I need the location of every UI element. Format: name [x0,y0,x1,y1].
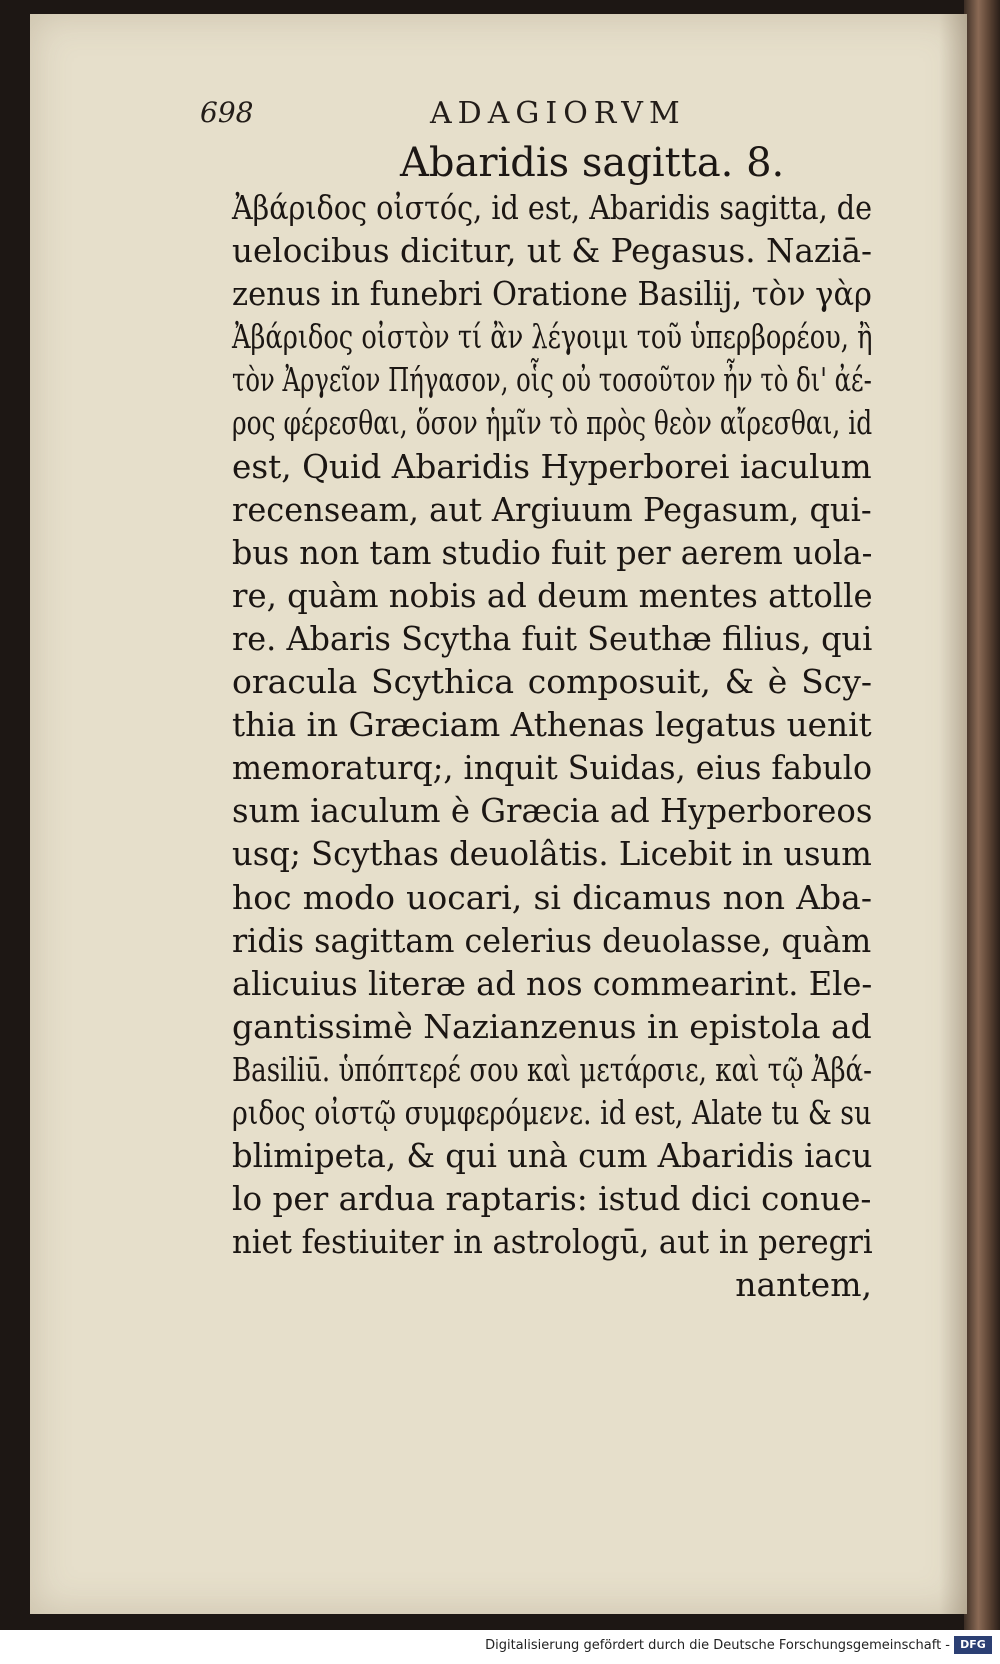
text-line: recenseam, aut Argiuum Pegasum, qui- [232,489,872,529]
text-line: ridis sagittam celerius deuolasse, quàm [232,920,872,960]
text-line: memoraturq;, inquit Suidas, eius fabulo [232,748,873,788]
page-edge-shadow [939,14,967,1614]
book-spine [964,0,1000,1630]
page-number: 698 [200,96,254,129]
text-line: Ἀβάριδος οἰστὸν τί ἂν λέγοιμι τοῦ ὑπερβορέου, ἢ [232,317,873,357]
text-line: alicuius literæ ad nos commearint. Ele- [232,963,873,1003]
text-line: uelocibus dicitur, ut & Pegasus. Naziā- [232,231,872,271]
text-line: blimipeta, & qui unà cum Abaridis iacu [232,1136,873,1176]
text-line: gantissimè Nazianzenus in epistola ad [232,1006,872,1046]
text-line: est, Quid Abaridis Hyperborei iaculum [232,446,872,486]
text-line: niet festiuiter in astrologū, aut in peregri [232,1222,873,1262]
text-line: thia in Græciam Athenas legatus uenit [232,705,872,745]
footer-bar [0,1630,1000,1664]
text-line: re. Abaris Scytha fuit Seuthæ filius, qui [232,618,873,658]
text-line: usq; Scythas deuolâtis. Licebit in usum [232,834,872,874]
text-line: nantem, [735,1265,872,1305]
adage-title: Abaridis sagitta. 8. [400,140,785,186]
page-header [0,96,1000,136]
text-line: bus non tam studio fuit per aerem uola- [232,532,873,572]
text-line: Ἀβάριδος οἰστός, id est, Abaridis sagitta, de [232,188,873,227]
text-line: sum iaculum è Græcia ad Hyperboreos [232,791,873,831]
text-line: zenus in funebri Oratione Basilij, τὸν γὰρ [232,274,872,314]
text-line: Basiliū. ὑπόπτερέ σου καὶ μετάρσιε, καὶ τῷ Ἀβά- [232,1049,872,1089]
text-line: τὸν Ἀργεῖον Πήγασον, οἷς οὐ τοσοῦτον ἦν τὸ δι' ἀέ- [232,360,872,400]
text-line: oracula Scythica composuit, & è Scy- [232,662,872,702]
text-line: hoc modo uocari, si dicamus non Aba- [232,877,872,917]
dfg-logo: DFG [954,1636,992,1654]
body-text [232,186,872,1306]
running-title: ADAGIORVM [430,96,686,131]
funding-credit: Digitalisierung gefördert durch die Deutsche Forschungsgemeinschaft - [485,1638,950,1653]
text-line: ρος φέρεσθαι, ὅσον ἡμῖν τὸ πρὸς θεὸν αἴρεσθαι, id [232,403,873,443]
text-line: lo per ardua raptaris: istud dici conue- [232,1179,872,1219]
text-line: re, quàm nobis ad deum mentes attolle [232,575,873,615]
text-line: ριδος οἰστῷ συμφερόμενε. id est, Alate tu & su [232,1092,872,1132]
